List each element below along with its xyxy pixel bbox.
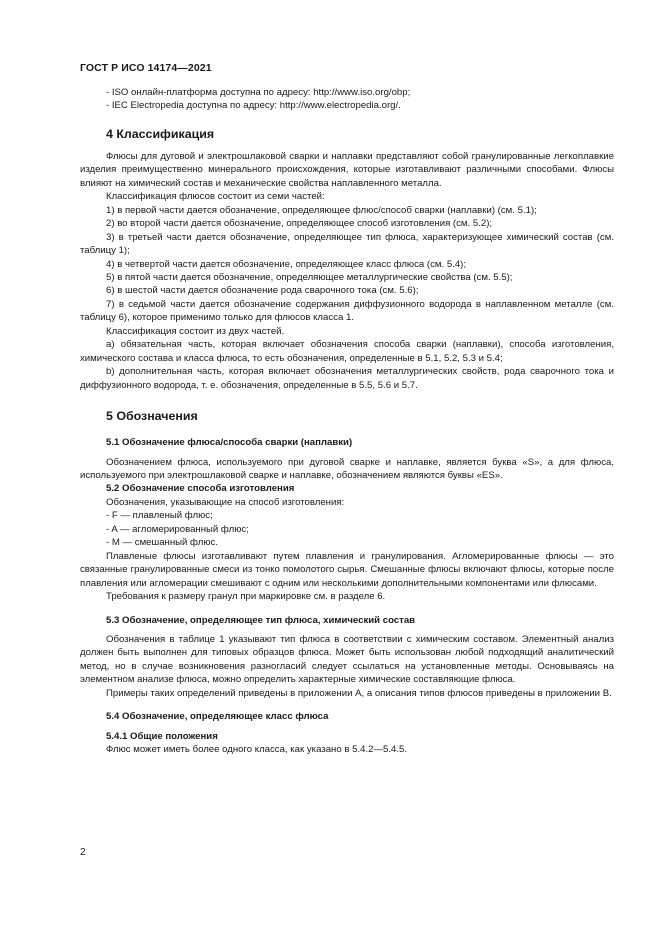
subsection-5-2-title: 5.2 Обозначение способа изготовления — [106, 483, 295, 495]
list-item: 7) в седьмой части дается обозначение содержания диффузионного водорода в наплавленном металле (см. таблицу 6), которое применимо только для флюсов класса 1. — [80, 298, 614, 324]
subsection-5-1-title: 5.1 Обозначение флюса/способа сварки (наплавки) — [106, 437, 353, 449]
list-item: 3) в третьей части дается обозначение, определяющее тип флюса, характеризующее химический состав (см. таблицу 1); — [80, 231, 614, 257]
list-item: - A — агломерированный флюс; — [106, 523, 249, 535]
paragraph: Обозначения, указывающие на способ изготовления: — [106, 496, 345, 508]
list-item: - IEC Electropedia доступна по адресу: http://www.electropedia.org/. — [106, 100, 401, 112]
paragraph: Плавленые флюсы изготавливают путем плавления и гранулирования. Агломерированные флюсы — это связанные гранулированные смеси из тонко помолотого сырья. Смешанные флюсы включают флюсы, которые после плавления или агломерации смешивают с одним или несколькими дополнительными компонентами или флюсами. — [80, 550, 614, 589]
section-4-title: 4 Классификация — [106, 126, 215, 141]
list-item: - ISO онлайн-платформа доступна по адресу: http://www.iso.org/obp; — [106, 87, 411, 98]
subsection-5-3-title: 5.3 Обозначение, определяющее тип флюса, химический состав — [106, 614, 416, 626]
list-item: 5) в пятой части дается обозначение, определяющее металлургические свойства (см. 5.5); — [106, 271, 513, 283]
subsection-5-4-title: 5.4 Обозначение, определяющее класс флюса — [106, 711, 329, 723]
paragraph: Флюс может иметь более одного класса, как указано в 5.4.2—5.4.5. — [106, 744, 408, 756]
paragraph: Флюсы для дуговой и электрошлаковой сварки и наплавки представляют собой гранулированные легкоплавкие изделия преимущественно минерального происхождения, которые изготавливают различными способами. Флюсы влияют на химический состав и механические свойства наплавленного металла. — [80, 150, 614, 189]
document-body — [80, 86, 614, 757]
list-item: 1) в первой части дается обозначение, определяющее флюс/способ сварки (наплавки) (см. 5.1); — [106, 204, 537, 216]
page-number: 2 — [80, 847, 86, 858]
list-item: 6) в шестой части дается обозначение рода сварочного тока (см. 5.6); — [106, 285, 419, 297]
paragraph: Классификация флюсов состоит из семи частей: — [106, 191, 325, 203]
list-item: b) дополнительная часть, которая включает обозначения металлургических свойств, рода сварочного тока и диффузионного водорода, т. е. обозначения, определенные в 5.5, 5.6 и 5.7. — [80, 366, 614, 391]
list-item: a) обязательная часть, которая включает обозначения способа сварки (наплавки), способа изготовления, химического состава и класса флюса, то есть обозначения, определенные в 5.1, 5.2, 5.3 и 5.4; — [80, 339, 614, 364]
subsection-5-4-1-title: 5.4.1 Общие положения — [106, 730, 218, 742]
list-item: - M — смешанный флюс. — [106, 537, 218, 549]
paragraph: Требования к размеру гранул при маркировке см. в разделе 6. — [106, 591, 386, 603]
section-5-title: 5 Обозначения — [106, 409, 198, 424]
paragraph: Классификация состоит из двух частей. — [106, 325, 285, 337]
list-item: 2) во второй части дается обозначение, определяющее способ изготовления (см. 5.2); — [106, 218, 493, 230]
paragraph: Примеры таких определений приведены в приложении А, а описания типов флюсов приведены в приложении В. — [106, 687, 612, 699]
list-item: - F — плавленый флюс; — [106, 510, 213, 522]
paragraph: Обозначением флюса, используемого при дуговой сварке и наплавке, является буква «S», а для флюса, используемого при электрошлаковой сварке и наплавке, обозначением являются буквы «ES». — [80, 456, 614, 481]
list-item: 4) в четвертой части дается обозначение, определяющее класс флюса (см. 5.4); — [106, 258, 467, 270]
document-header: ГОСТ Р ИСО 14174—2021 — [80, 62, 212, 74]
paragraph: Обозначения в таблице 1 указывают тип флюса в соответствии с химическим составом. Элементный анализ должен быть выполнен для типовых образцов флюса. Может быть использован любой подходящий аналитический метод, но в случае возникновения разногласий следует ссылаться на установленные методы. Основываясь на элементном анализе флюса, можно определить характерные химические составляющие флюса. — [80, 633, 614, 686]
